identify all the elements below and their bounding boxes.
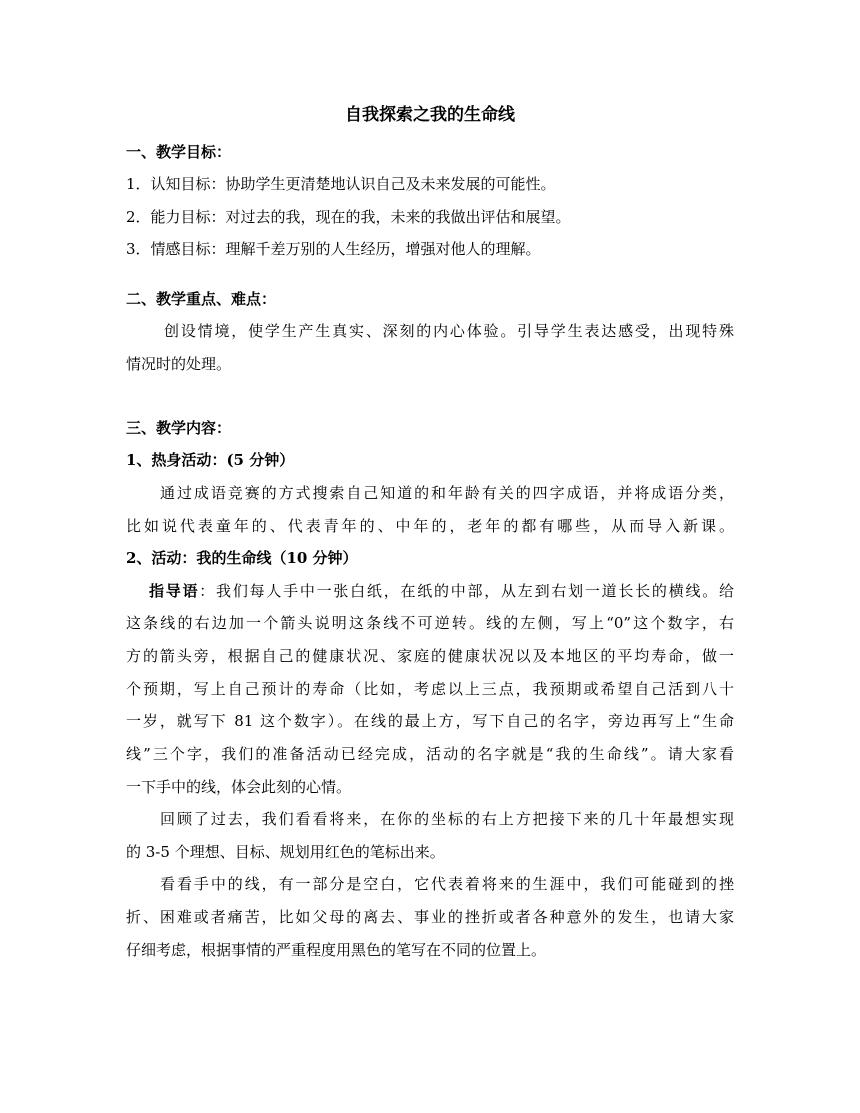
paragraph-line: 通过成语竞赛的方式搜索自己知道的和年龄有关的四字成语，并将成语分类， [160, 484, 734, 502]
paragraph-line: 折、困难或者痛苦，比如父母的离去、事业的挫折或者各种意外的发生，也请大家 [126, 908, 734, 926]
paragraph-line: 仔细考虑，根据事情的严重程度用黑色的笔写在不同的位置上。 [126, 941, 547, 959]
paragraph-line: 回顾了过去，我们看看将来，在你的坐标的右上方把接下来的几十年最想实现 [160, 810, 734, 828]
guide-label: 指导语 [149, 582, 200, 600]
paragraph-line: 个预期，写上自己预计的寿命（比如，考虑以上三点，我预期或希望自己活到八十 [126, 680, 734, 698]
objective-item: 2．能力目标：对过去的我，现在的我，未来的我做出评估和展望。 [126, 208, 571, 226]
paragraph-line: 一岁，就写下 81 这个数字）。在线的最上方，写下自己的名字，旁边再写上“生命 [126, 712, 734, 730]
objective-item: 1．认知目标：协助学生更清楚地认识自己及未来发展的可能性。 [126, 175, 556, 193]
paragraph-line: 一下手中的线，体会此刻的心情。 [126, 778, 352, 796]
guide-text: ：我们每人手中一张白纸，在纸的中部，从左到右划一道长长的横线。给 [199, 582, 734, 600]
section-heading-key-points: 二、教学重点、难点： [126, 290, 277, 308]
guide-first-line [149, 580, 734, 602]
section-heading-content: 三、教学内容： [126, 419, 232, 437]
section-heading-objectives: 一、教学目标： [126, 143, 232, 161]
activity-heading-lifeline: 2、活动：我的生命线（10 分钟） [126, 549, 358, 567]
paragraph-line: 线”三个字，我们的准备活动已经完成，活动的名字就是“我的生命线”。请大家看 [126, 745, 734, 763]
paragraph-line: 看看手中的线，有一部分是空白，它代表着将来的生涯中，我们可能碰到的挫 [160, 875, 734, 893]
page-title: 自我探索之我的生命线 [345, 105, 515, 125]
activity-heading-warmup: 1、热身活动：(5 分钟） [126, 451, 295, 469]
paragraph-line: 比如说代表童年的、代表青年的、中年的，老年的都有哪些，从而导入新课。 [126, 517, 734, 535]
objective-item: 3．情感目标：理解千差万别的人生经历，增强对他人的理解。 [126, 240, 541, 258]
paragraph-line: 情况时的处理。 [126, 355, 232, 373]
paragraph-line: 这条线的右边加一个箭头说明这条线不可逆转。线的左侧，写上“0”这个数字，右 [126, 614, 734, 632]
paragraph-line: 的 3-5 个理想、目标、规划用红色的笔标出来。 [126, 843, 445, 861]
paragraph-line: 创设情境，使学生产生真实、深刻的内心体验。引导学生表达感受，出现特殊 [164, 322, 734, 340]
paragraph-line: 方的箭头旁，根据自己的健康状况、家庭的健康状况以及本地区的平均寿命，做一 [126, 647, 734, 665]
